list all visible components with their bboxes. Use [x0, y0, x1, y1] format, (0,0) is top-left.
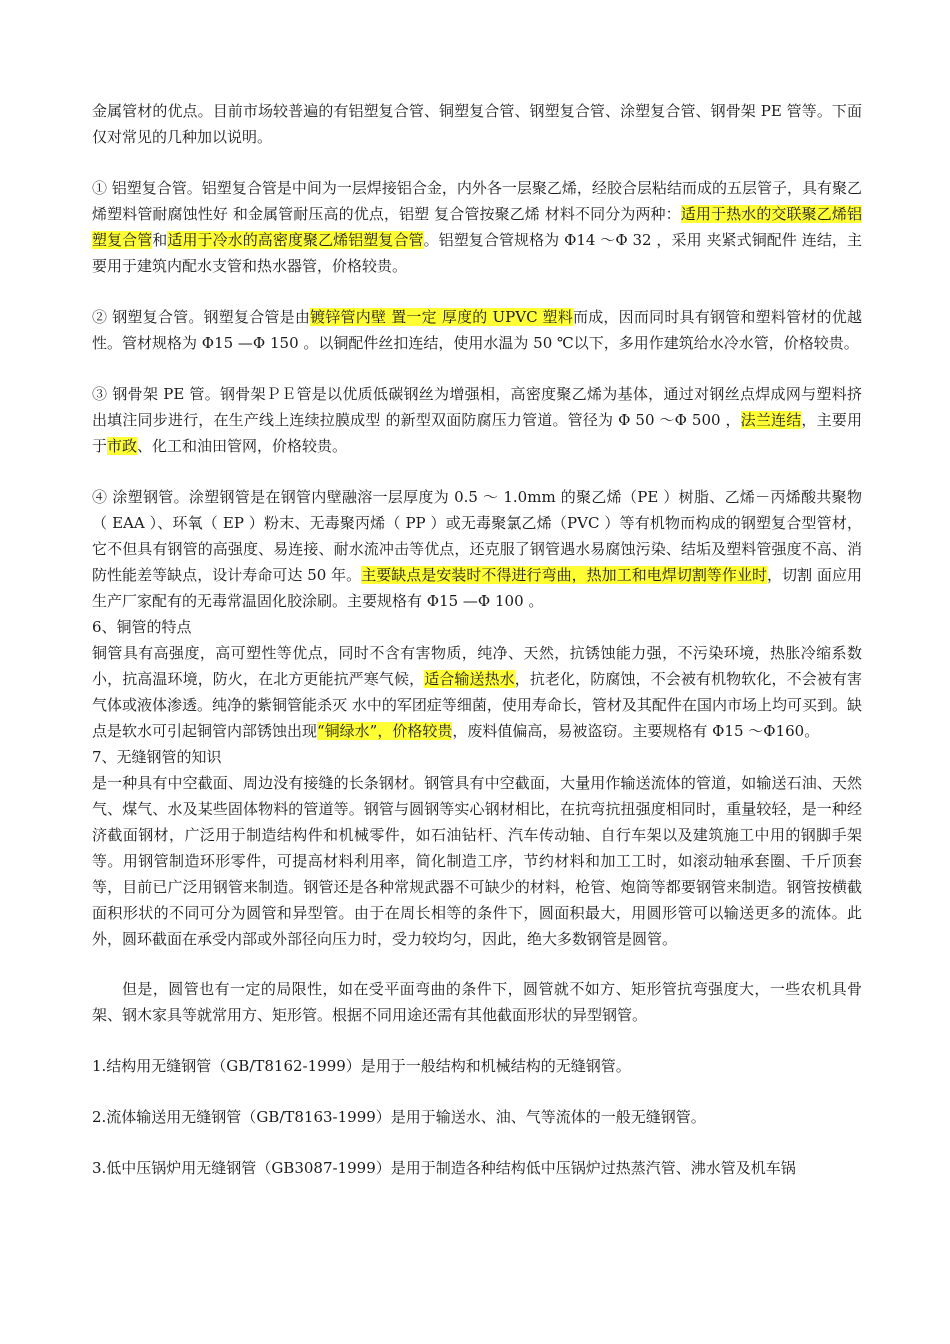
highlighted-text: 市政	[107, 437, 138, 455]
paragraph-text: 和	[152, 231, 168, 249]
standard-list-item: 2.流体输送用无缝钢管（GB/T8163-1999）是用于输送水、油、气等流体的一般无缝钢管。	[92, 1108, 706, 1126]
spacer	[92, 1079, 862, 1104]
coated-steel-pipe-paragraph	[92, 484, 862, 614]
paragraph-text: ，废料值偏高，易被盗窃。主要规格有 Φ15 ～Φ160。	[452, 722, 820, 740]
paragraph-text: 、化工和油田管网，价格较贵。	[137, 437, 348, 455]
spacer	[92, 952, 862, 976]
section-heading-seamless: 7、无缝钢管的知识	[92, 748, 222, 766]
paragraph-text: ① 铝塑复合管。铝塑复合管是中间为一层焊接铝合金，内外各一层聚乙烯，经胶合层粘结而成的五层管子，具有聚乙烯塑料管耐腐蚀性好 和金属管耐压高的优点，铝塑 复合管按聚乙烯 材料不同分为两种：	[92, 179, 862, 223]
highlighted-text: 镀锌管内壁 置一定 厚度的 UPVC 塑料	[310, 308, 573, 326]
paragraph-text: ③ 钢骨架 PE 管。钢骨架ＰＥ管是以优质低碳钢丝为增强相，高密度聚乙烯为基体，通过对钢丝点焊成网与塑料挤出填注同步进行，在生产线上连续拉膜成型 的新型双面防腐压力管道。管径为 Φ 50 ～Φ 500 ，	[92, 385, 862, 429]
seamless-pipe-paragraph: 是一种具有中空截面、周边没有接缝的长条钢材。钢管具有中空截面，大量用作输送流体的管道，如输送石油、天然气、煤气、水及某些固体物料的管道等。钢管与圆钢等实心钢材相比，在抗弯抗扭强度相同时，重量较轻，是一种经济截面钢材，广泛用于制造结构件和机械零件，如石油钻杆、汽车传动轴、自行车架以及建筑施工中用的钢脚手架等。用钢管制造环形零件，可提高材料利用率，简化制造工序，节约材料和加工工时，如滚动轴承套圈、千斤顶套等，目前已广泛用钢管来制造。钢管还是各种常规武器不可缺少的材料，枪管、炮筒等都要钢管来制造。钢管按横截面积形状的不同可分为圆管和异型管。由于在周长相等的条件下，圆面积最大，用圆形管可以输送更多的流体。此外，圆环截面在承受内部或外部径向压力时，受力较均匀，因此，绝大多数钢管是圆管。	[92, 774, 862, 948]
highlighted-text: 适用于冷水的高密度聚乙烯铝塑复合管	[167, 231, 424, 249]
aluminum-plastic-pipe-paragraph	[92, 175, 862, 279]
copper-pipe-paragraph	[92, 640, 862, 744]
spacer	[92, 279, 862, 304]
section-heading-copper: 6、铜管的特点	[92, 618, 192, 636]
paragraph-text: ，主要用于	[92, 411, 862, 455]
paragraph-text: ，抗老化，防腐蚀，不会被有机物软化，不会被有害气体或液体渗透。纯净的紫铜管能杀灭 水中的军团症等细菌，使用寿命长，管材及其配件在国内市场上均可买到。缺点是软水可引起铜管内部锈蚀出现	[92, 670, 862, 740]
spacer	[92, 459, 862, 484]
standard-list-item: 3.低中压锅炉用无缝钢管（GB3087-1999）是用于制造各种结构低中压锅炉过热蒸汽管、沸水管及机车锅	[92, 1159, 796, 1177]
spacer	[92, 1028, 862, 1053]
highlighted-text: “铜绿水”，价格较贵	[317, 722, 453, 740]
paragraph-text: 铜管具有高强度，高可塑性等优点，同时不含有害物质，纯净、天然，抗锈蚀能力强，不污染环境，热胀冷缩系数小，抗高温环境，防火，在北方更能抗严寒气候，	[92, 644, 862, 688]
paragraph-text: 而成，因而同时具有钢管和塑料管材的优越性。管材规格为 Φ15 —Φ 150 。以铜配件丝扣连结，使用水温为 50 ℃以下，多用作建筑给水冷水管，价格较贵。	[92, 308, 862, 352]
spacer	[92, 1130, 862, 1155]
intro-paragraph	[92, 98, 862, 150]
highlighted-text: 适合输送热水	[424, 670, 515, 688]
seamless-pipe-limitation-paragraph: 但是，圆管也有一定的局限性，如在受平面弯曲的条件下，圆管就不如方、矩形管抗弯强度大，一些农机具骨架、钢木家具等就常用方、矩形管。根据不同用途还需有其他截面形状的异型钢管。	[92, 980, 862, 1024]
standard-list-item: 1.结构用无缝钢管（GB/T8162-1999）是用于一般结构和机械结构的无缝钢管。	[92, 1057, 631, 1075]
highlighted-text: 法兰连结	[740, 411, 802, 429]
highlighted-text: 适用于热水的交联聚乙烯铝塑复合管	[92, 205, 862, 249]
paragraph-text: ② 钢塑复合管。钢塑复合管是由	[92, 308, 311, 326]
intro-text: 金属管材的优点。目前市场较普遍的有铝塑复合管、铜塑复合管、钢塑复合管、涂塑复合管、钢骨架 PE 管等。下面仅对常见的几种加以说明。	[92, 102, 862, 146]
steel-frame-pe-pipe-paragraph	[92, 381, 862, 459]
spacer	[92, 150, 862, 175]
paragraph-text: 。铝塑复合管规格为 Φ14 ～Φ 32 ，采用 夹紧式铜配件 连结，主要用于建筑内配水支管和热水器管，价格较贵。	[92, 231, 862, 275]
paragraph-text: ，切割 面应用 生产厂家配有的无毒常温固化胶涂刷。主要规格有 Φ15 —Φ 100 。	[92, 566, 862, 610]
document-page	[92, 98, 862, 1181]
steel-plastic-pipe-paragraph	[92, 304, 862, 356]
paragraph-text: ④ 涂塑钢管。涂塑钢管是在钢管内壁融溶一层厚度为 0.5 ～ 1.0mm 的聚乙烯（PE ）树脂、乙烯－丙烯酸共聚物（ EAA ）、环氧（ EP ）粉末、无毒聚丙烯（ PP ）或无毒聚氯乙烯（PVC ）等有机物而构成的钢塑复合型管材，它不但具有钢管的高强度、易连接、耐水流冲击等优点，还克服了钢管遇水易腐蚀污染、结垢及塑料管强度不高、消防性能差等缺点，设计寿命可达 50 年。	[92, 488, 862, 584]
spacer	[92, 356, 862, 381]
highlighted-text: 主要缺点是安装时不得进行弯曲，热加工和电焊切割等作业时	[361, 566, 768, 584]
